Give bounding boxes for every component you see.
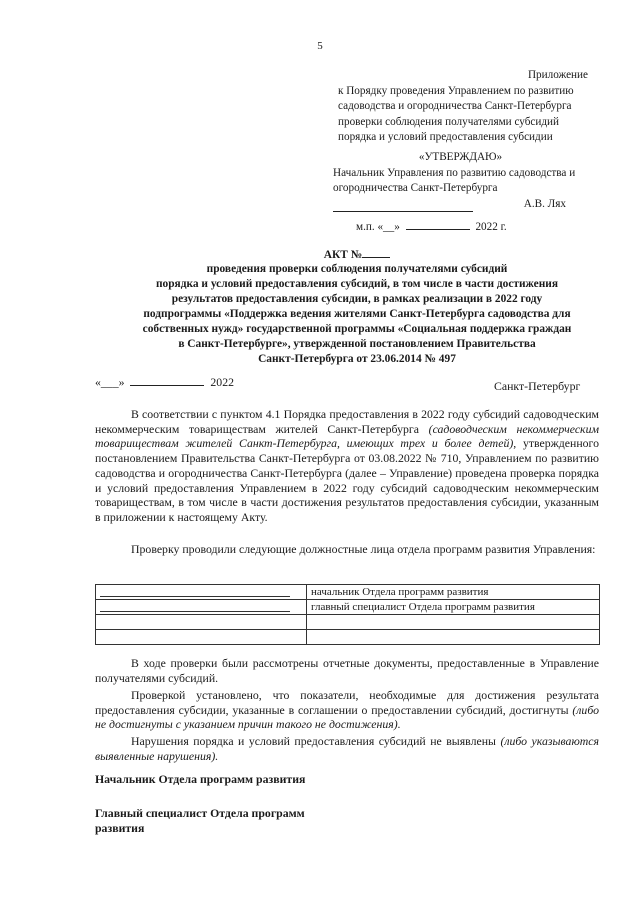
paragraph-inspectors: Проверку проводили следующие должностные лица отдела программ развития Управления: (131, 542, 596, 556)
table-row (96, 585, 600, 600)
date-month-blank (406, 219, 470, 230)
seal-date-line (356, 219, 507, 233)
staff-position: главный специалист Отдела программ развития (307, 600, 600, 615)
staff-position (307, 630, 600, 645)
approval-position: Начальник Управления по развитию садоводства и огородничества Санкт-Петербурга (333, 166, 576, 194)
act-title-line: результатов предоставления субсидии, в рамках реализации в 2022 году (171, 293, 543, 305)
act-date: «___» 2022 (95, 375, 234, 389)
staff-position (307, 615, 600, 630)
appendix-text: к Порядку проведения Управлением по развитию садоводства и огородничества Санкт-Петербурга проверки соблюдения получателями субсидий порядка и условий предоставления субсидии (338, 84, 574, 143)
seal-date-prefix: м.п. «__» (356, 221, 400, 233)
act-title-line: в Санкт-Петербурге», утвержденной постановлением Правительства (178, 338, 536, 350)
act-number-blank (362, 247, 390, 258)
signature-head: Начальник Отдела программ развития (95, 772, 306, 786)
act-city: Санкт-Петербург (494, 379, 581, 393)
page-number: 5 (317, 40, 323, 52)
staff-position: начальник Отдела программ развития (307, 585, 600, 600)
paragraph-violations: Нарушения порядка и условий предоставления субсидий не выявлены (либо указываются выявленные нарушения). (95, 734, 600, 763)
act-title-line: собственных нужд» государственной программы «Социальная поддержка граждан (142, 323, 572, 335)
paragraph-findings: Проверкой установлено, что показатели, необходимые для достижения результата предоставления субсидии, указанные в соглашении о предоставлении субсидий, достигнуты (либо не достигнуты с указанием причин такого не достижения). (95, 688, 599, 732)
act-title-line: Санкт-Петербурга от 23.06.2014 № 497 (258, 353, 456, 365)
act-date-blank (130, 375, 204, 386)
appendix-block (338, 68, 588, 146)
act-title-line: порядка и условий предоставления субсидий, в том числе в части достижения (155, 278, 559, 290)
approval-signature-line (333, 197, 588, 213)
act-title-line: подпрограммы «Поддержка ведения жителями Санкт-Петербурга садоводства для (143, 308, 571, 320)
seal-date-year: 2022 г. (475, 221, 507, 233)
paragraph-documents: В ходе проверки были рассмотрены отчетные документы, предоставленные в Управление получателями субсидий. (95, 656, 599, 685)
table-row (96, 600, 600, 615)
act-title-number: АКТ № (0, 247, 640, 263)
act-title-line: проведения проверки соблюдения получателями субсидий (206, 263, 508, 275)
table-row (96, 630, 600, 645)
appendix-label: Приложение (527, 69, 588, 81)
approval-block (333, 150, 588, 212)
table-row (96, 615, 600, 630)
signature-specialist: Главный специалист Отдела программ развития (95, 806, 305, 835)
paragraph-basis: В соответствии с пунктом 4.1 Порядка предоставления в 2022 году субсидий садоводческим некоммерческим товариществам жителей Санкт-Петербурга (садоводческим некоммерческим товариществам жителей Санкт-Петербурга, имеющих трех и более детей), утвержденного постановлением Правительства Санкт-Петербурга от 03.08.2022 № 710, Управлением по развитию садоводства и огородничества Санкт-Петербурга (далее – Управление) проведена проверка порядка и условий предоставления Управлением в 2022 году субсидий садоводческим некоммерческим товариществам, в том числе в части достижения результатов предоставления субсидии, указанным в приложении к настоящему Акту. (95, 407, 600, 524)
approval-signatory: А.В. Лях (523, 197, 566, 210)
approval-label: «УТВЕРЖДАЮ» (418, 151, 503, 163)
staff-table (95, 584, 600, 645)
signature-blank (333, 198, 473, 212)
